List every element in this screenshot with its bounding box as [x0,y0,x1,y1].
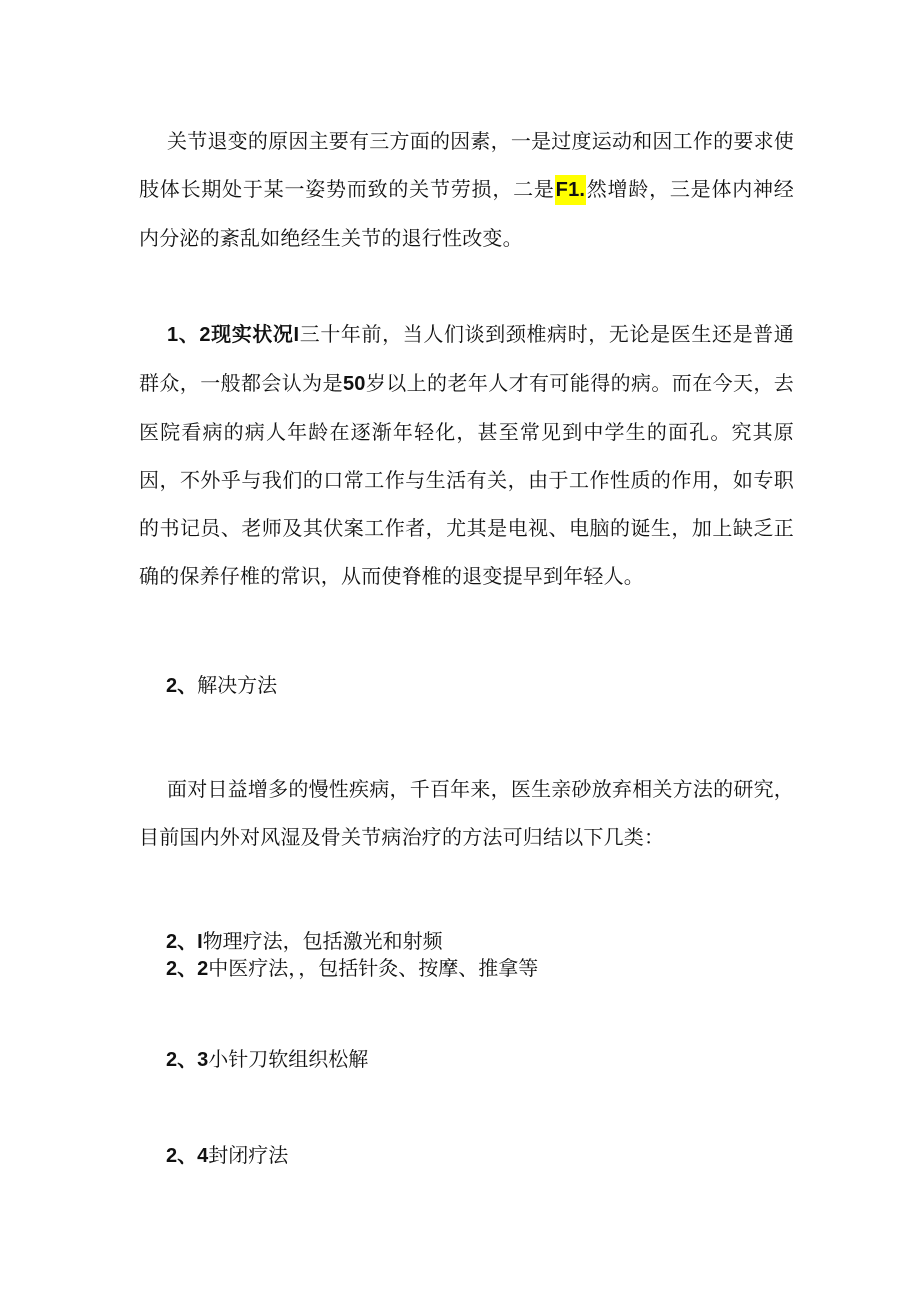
section-number-1-2: 1、2现实状况I [167,324,300,346]
paragraph-joint-degeneration [139,117,794,262]
item-text: 物理疗法，包括激光和射频 [202,929,443,953]
section-heading-solutions [166,670,277,701]
paragraph-current-status [139,310,794,600]
item-text: 中医疗法，，包括针灸、按摩、推拿等 [208,956,539,980]
list-item-block-therapy [166,1140,288,1171]
highlighted-text: F1. [555,175,587,205]
item-number: 2、I [166,931,203,953]
item-number: 2、3 [166,1049,209,1071]
heading-text: 解决方法 [197,673,278,697]
item-text: 封闭疗法 [208,1143,289,1167]
item-number: 2、4 [166,1145,209,1167]
age-number: 50 [342,373,366,395]
list-item-needle-knife [166,1044,368,1075]
p2-text-2: 岁以上的老年人才有可能得的病。而在今天，去医院看病的病人年龄在逐渐年轻化，甚至常见到中学生的面孔。究其原因，不外乎与我们的口常工作与生活有关，由于工作性质的作用，如专职的书记员、老师及其伏案工作者，尤其是电视、电脑的诞生，加上缺乏正确的保养仔椎的常识，从而使脊椎的退变提早到年轻人。 [139,371,795,588]
list-item-tcm-therapy [166,953,538,984]
heading-number: 2、 [166,675,198,697]
p2-text-1: 三十年前，当人们谈到颈椎病时，无论是医生还是普通群众，一般都会认为是 [139,322,794,395]
p1-text-1: 关节退变的原因主要有三方面的因素，一是过度运动和因工作的要求使肢体长期处于某一姿势而致的关节劳损，二是 [139,129,794,201]
paragraph-treatment-intro: 面对日益增多的慢性疾病，千百年来，医生亲砂放弃相关方法的研究，目前国内外对风湿及骨关节病治疗的方法可归结以下几类： [139,777,794,849]
item-number: 2、2 [166,958,209,980]
item-text: 小针刀软组织松解 [208,1047,369,1071]
p1-text-2: 然增龄，三是体内神经内分泌的紊乱如绝经生关节的退行性改变。 [139,177,795,250]
